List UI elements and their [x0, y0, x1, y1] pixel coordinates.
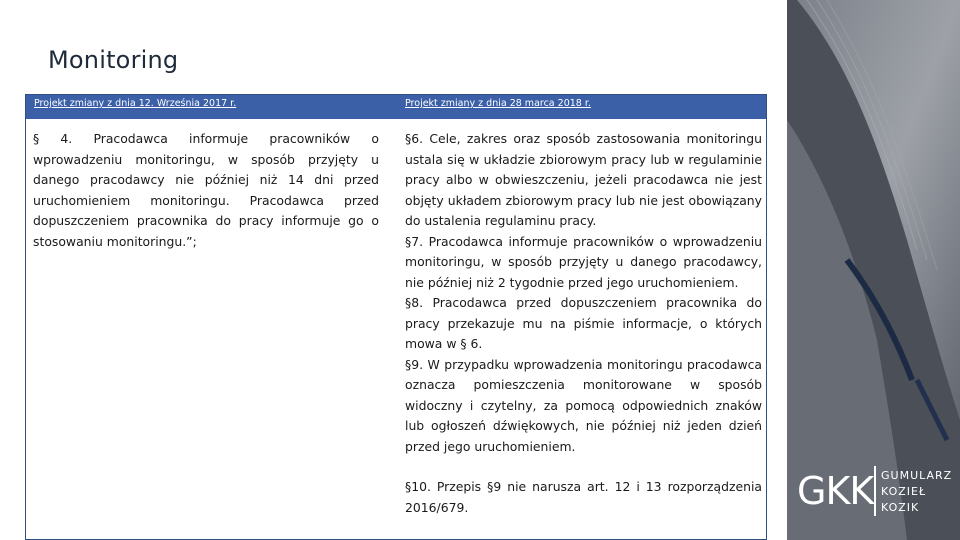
paragraph-10: §10. Przepis §9 nie narusza art. 12 i 13 rozporządzenia 2016/679.: [405, 479, 762, 515]
table-header-row: [26, 95, 766, 119]
paragraph-7: §7. Pracodawca informuje pracowników o wprowadzeniu monitoringu, w sposób przyjęty u danego pracodawcy, nie później niż 2 tygodnie przed jego uruchomieniem.: [405, 233, 762, 290]
logo-divider: [874, 466, 876, 516]
logo-mark: GKK: [797, 469, 874, 513]
slide-title: Monitoring: [48, 46, 179, 74]
paragraph-6: §6. Cele, zakres oraz sposób zastosowania monitoringu ustala się w układzie zbiorowym pracy lub w regulaminie pracy albo w obwieszczeniu, jeżeli pracodawca nie jest objęty układem zbiorowym pracy lub nie jest obowiązany do ustalenia regulaminu pracy.: [405, 131, 762, 228]
book-photo: [787, 0, 960, 540]
left-cell: [33, 129, 379, 252]
header-left[interactable]: Projekt zmiany z dnia 12. Września 2017 r.: [34, 98, 237, 109]
left-cell-text: § 4. Pracodawca informuje pracowników o wprowadzeniu monitoringu, w sposób przyjęty u danego pracodawcy nie później niż 14 dni przed uruchomieniem monitoringu. Pracodawca przed dopuszczeniem pracownika do pracy informuje go o stosowaniu monitoringu.”;: [33, 131, 379, 249]
company-logo: [797, 462, 957, 522]
right-cell: [405, 129, 762, 518]
logo-name: [881, 468, 952, 516]
open-book-image: [787, 0, 960, 540]
logo-name-line: KOZIK: [881, 501, 920, 514]
logo-name-line: KOZIEŁ: [881, 485, 927, 498]
paragraph-8: §8. Pracodawca przed dopuszczeniem pracownika do pracy przekazuje mu na piśmie informacje, o których mowa w § 6.: [405, 295, 762, 351]
comparison-table: [25, 94, 767, 540]
logo-name-line: GUMULARZ: [881, 469, 953, 482]
paragraph-9: §9. W przypadku wprowadzenia monitoringu pracodawca oznacza pomieszczenia monitorowane w sposób widoczny i czytelny, za pomocą odpowiednich znaków lub ogłoszeń dźwiękowych, nie później niż jeden dzień przed jego uruchomieniem.: [405, 356, 762, 454]
header-right[interactable]: Projekt zmiany z dnia 28 marca 2018 r.: [405, 98, 591, 109]
